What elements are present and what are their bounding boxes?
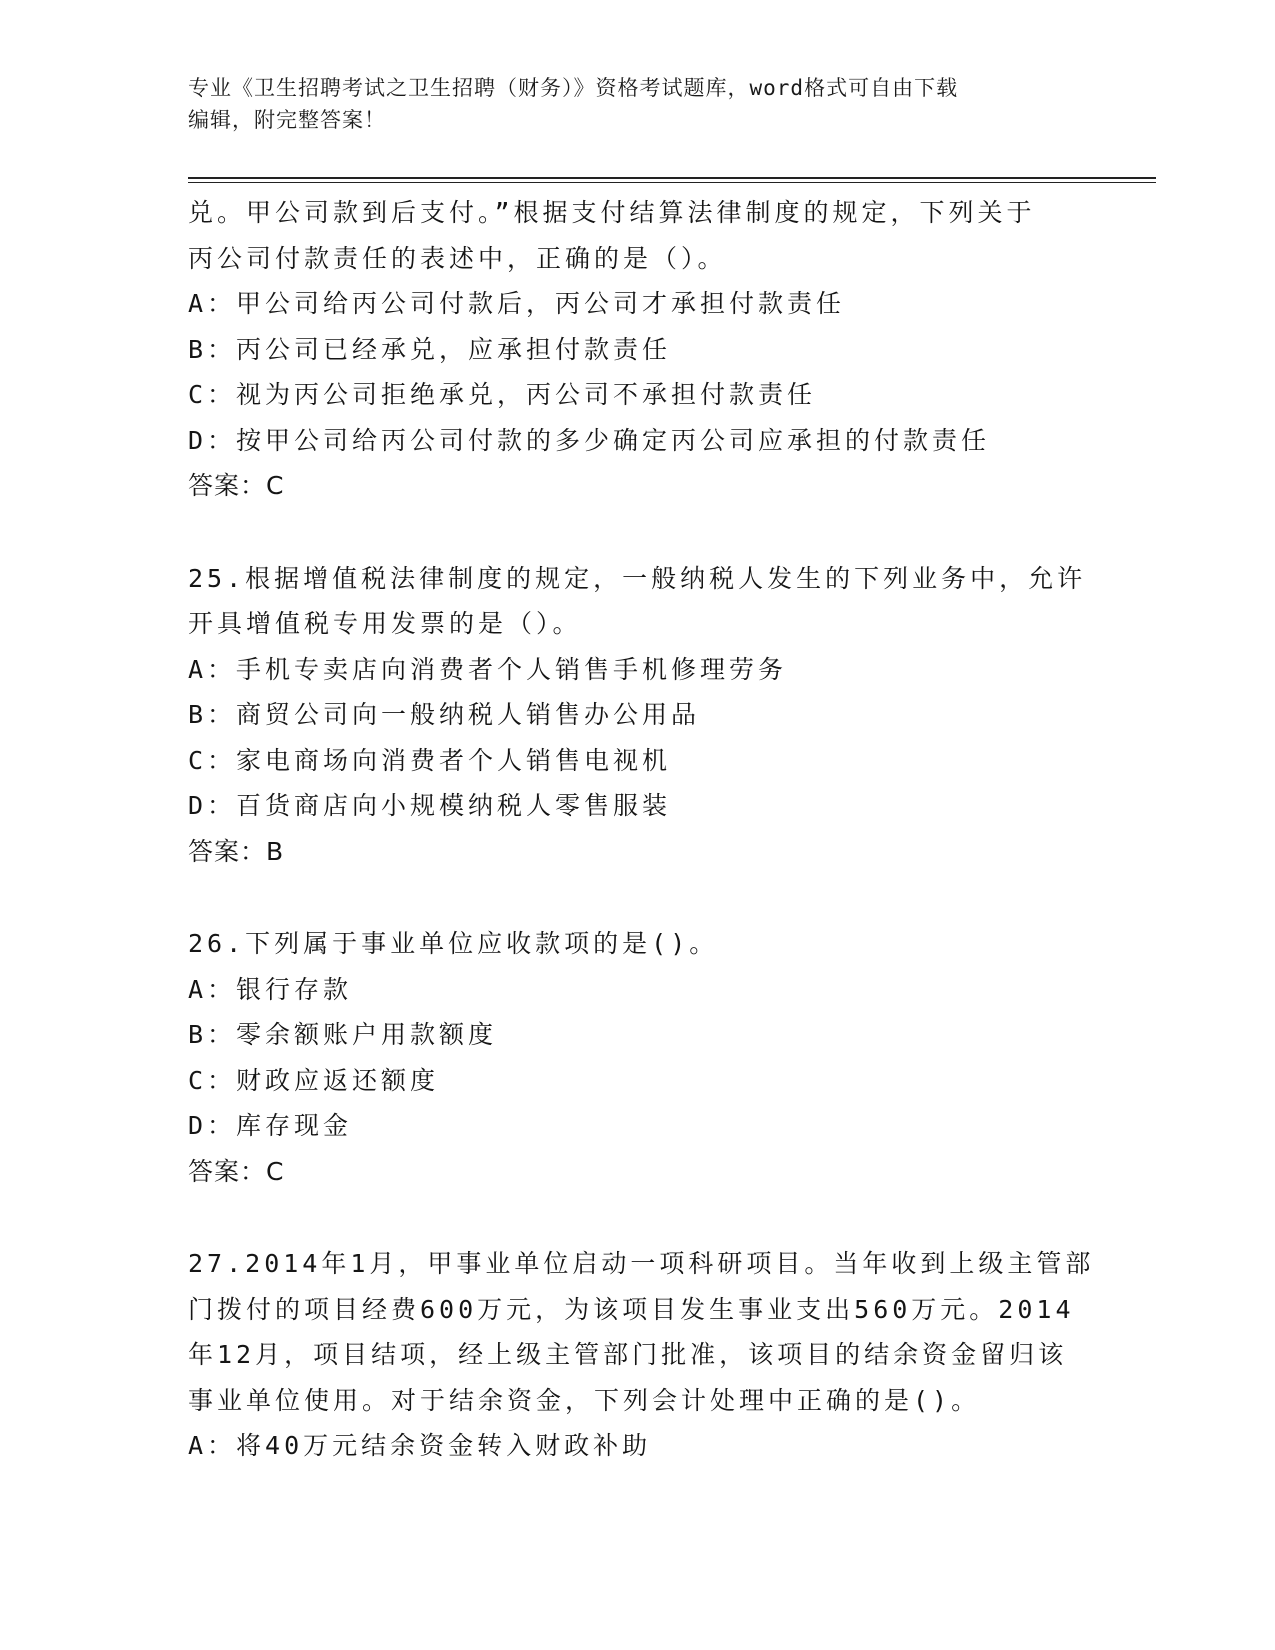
option-d: D：按甲公司给丙公司付款的多少确定丙公司应承担的付款责任 <box>188 425 991 455</box>
page-header <box>188 72 1088 136</box>
answer-label: 答案：C <box>188 1156 285 1186</box>
question-stem-line: 门拨付的项目经费600万元，为该项目发生事业支出560万元。2014 <box>188 1294 1075 1324</box>
header-title-line-1: 专业《卫生招聘考试之卫生招聘（财务）》资格考试题库，word格式可自由下载 <box>188 76 959 100</box>
option-b: B：商贸公司向一般纳税人销售办公用品 <box>188 700 701 729</box>
answer-label: 答案：C <box>188 471 285 500</box>
option-a: A：甲公司给丙公司付款后，丙公司才承担付款责任 <box>188 289 846 318</box>
option-b: B：丙公司已经承兑，应承担付款责任 <box>188 334 672 364</box>
spacer <box>188 874 1108 921</box>
option-d: D：库存现金 <box>188 1111 353 1140</box>
question-25 <box>188 556 1108 875</box>
question-stem-line: 年12月，项目结项，经上级主管部门批准，该项目的结余资金留归该 <box>188 1340 1068 1369</box>
option-a: A：银行存款 <box>188 974 353 1004</box>
spacer <box>188 1194 1108 1241</box>
option-c: C：财政应返还额度 <box>188 1065 440 1095</box>
answer-label: 答案：B <box>188 836 285 866</box>
question-stem-line: 26.下列属于事业单位应收款项的是()。 <box>188 929 719 958</box>
option-a: A：手机专卖店向消费者个人销售手机修理劳务 <box>188 654 788 684</box>
question-stem-line: 兑。甲公司款到后支付。”根据支付结算法律制度的规定，下列关于 <box>188 198 1036 227</box>
header-divider <box>188 177 1156 183</box>
question-stem-line: 丙公司付款责任的表述中，正确的是（）。 <box>188 243 727 273</box>
option-d: D：百货商店向小规模纳税人零售服装 <box>188 791 672 820</box>
question-stem-line: 25.根据增值税法律制度的规定，一般纳税人发生的下列业务中，允许 <box>188 563 1087 593</box>
question-list <box>188 190 1108 1469</box>
option-c: C：视为丙公司拒绝承兑，丙公司不承担付款责任 <box>188 380 817 409</box>
option-a: A：将40万元结余资金转入财政补助 <box>188 1431 652 1460</box>
question-27 <box>188 1241 1108 1469</box>
question-stem-line: 开具增值税专用发票的是（）。 <box>188 609 582 638</box>
question-stem-line: 事业单位使用。对于结余资金，下列会计处理中正确的是()。 <box>188 1385 981 1415</box>
question-24 <box>188 190 1108 509</box>
spacer <box>188 509 1108 556</box>
option-b: B：零余额账户用款额度 <box>188 1020 498 1049</box>
option-c: C：家电商场向消费者个人销售电视机 <box>188 745 672 775</box>
header-title-line-2: 编辑，附完整答案！ <box>188 108 386 132</box>
question-26 <box>188 921 1108 1194</box>
question-stem-line: 27.2014年1月，甲事业单位启动一项科研项目。当年收到上级主管部 <box>188 1249 1095 1278</box>
